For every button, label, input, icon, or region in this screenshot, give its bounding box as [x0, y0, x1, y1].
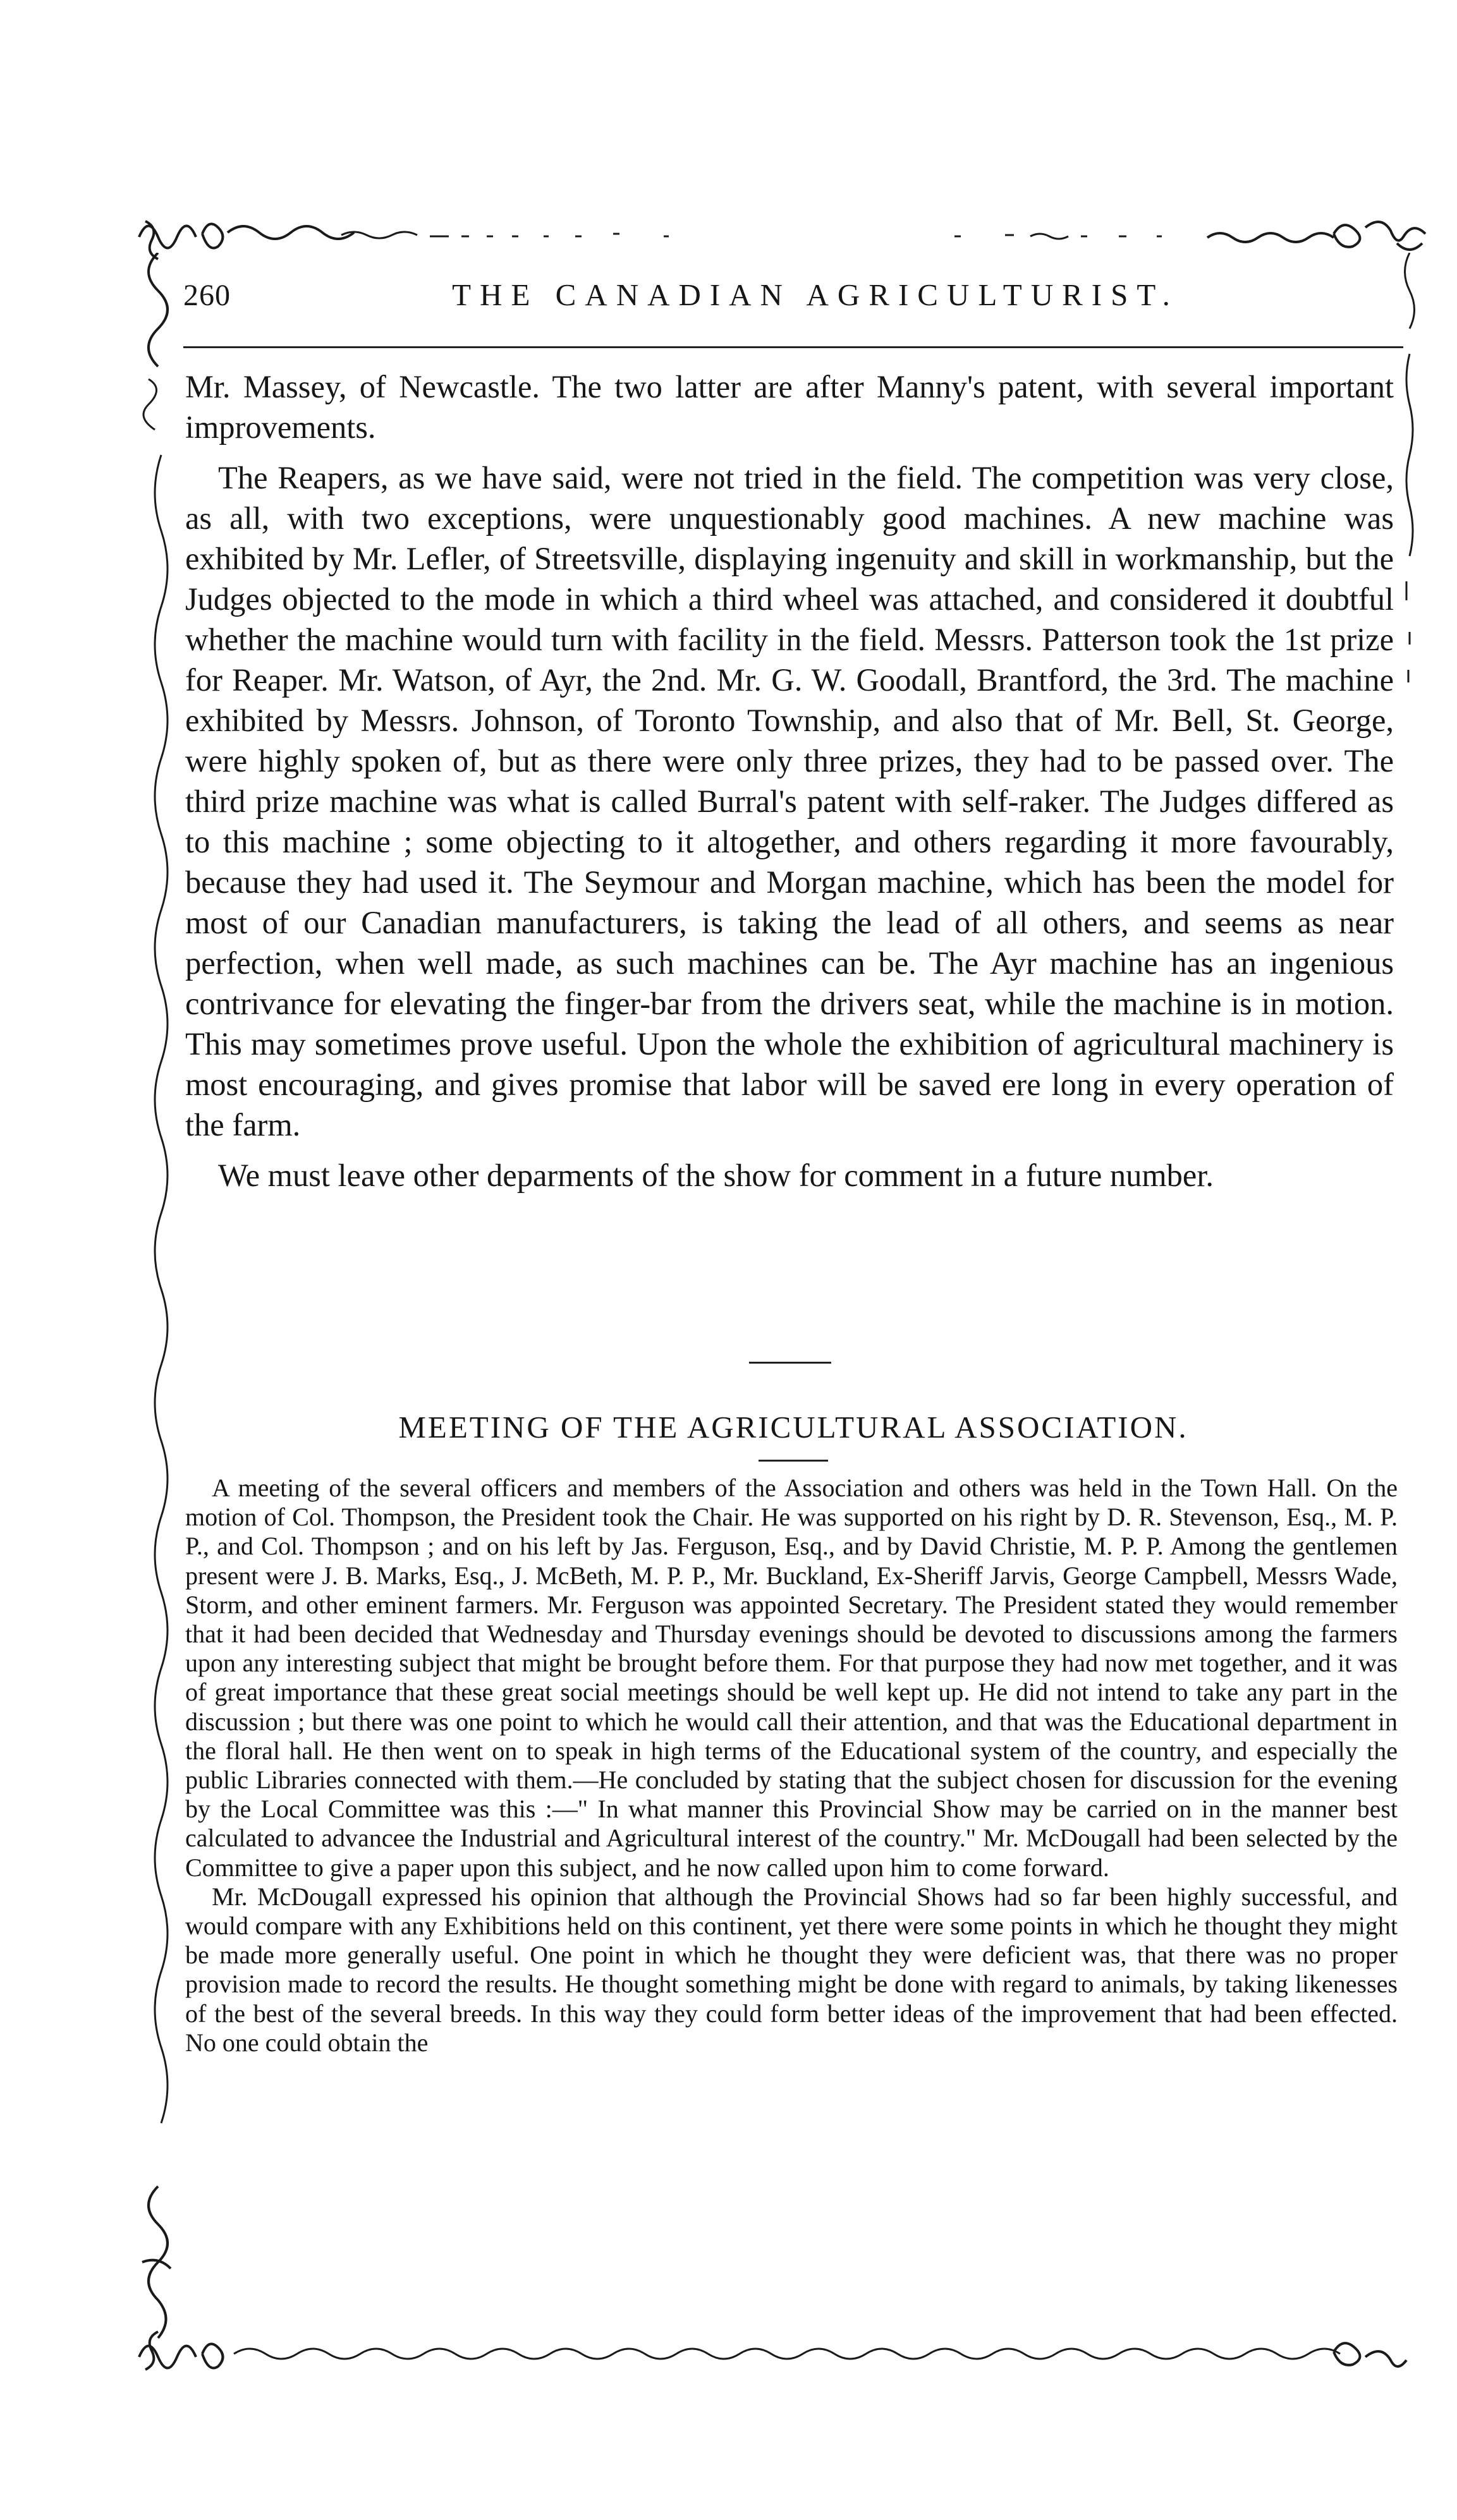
ornamental-border-top: [133, 209, 1435, 265]
article-continued: [185, 366, 1394, 1206]
section-title: MEETING OF THE AGRICULTURAL ASSOCIATION.: [398, 1410, 1188, 1445]
paragraph: The Reapers, as we have said, were not tried in the field. The competition was very close, as all, with two exceptions, were unquestionably good machines. A new machine was exhibited by Mr. Lefler, of Streetsville, displaying ingenuity and skill in workmanship, but the Judges objected to the mode in which a third wheel was attached, and considered it doubtful whether the machine would turn with facility in the field. Messrs. Patterson took the 1st prize for Reaper. Mr. Watson, of Ayr, the 2nd. Mr. G. W. Goodall, Brantford, the 3rd. The machine exhibited by Messrs. Johnson, of Toronto Township, and also that of Mr. Bell, St. George, were highly spoken of, but as there were only three prizes, they had to be passed over. The third prize machine was what is called Burral's patent with self-raker. The Judges differed as to this machine ; some objecting to it altogether, and others regarding it more favourably, because they had used it. The Seymour and Morgan machine, which has been the model for most of our Canadian manufacturers, is taking the lead of all others, and seems as near perfection, when well made, as such machines can be. The Ayr machine has an ingenious contrivance for elevating the finger-bar from the drivers seat, while the machine is in motion. This may sometimes prove useful. Upon the whole the exhibition of agricultural machinery is most encouraging, and gives promise that labor will be saved ere long in every operation of the farm.: [185, 460, 1394, 1142]
ornamental-border-bottom: [133, 2325, 1422, 2382]
running-title: THE CANADIAN AGRICULTURIST.: [452, 277, 1179, 312]
header-rule: [183, 346, 1403, 348]
section-separator: [749, 1362, 831, 1364]
paragraph: Mr. Massey, of Newcastle. The two latter are after Manny's patent, with several important improvements.: [185, 369, 1394, 445]
paragraph: We must leave other deparments of the show for comment in a future number.: [218, 1158, 1214, 1193]
title-rule: [759, 1460, 828, 1462]
ornamental-border-left: [130, 253, 186, 2351]
section-body: [185, 1474, 1398, 2057]
paragraph: Mr. McDougall expressed his opinion that although the Provincial Shows had so far been highly successful, and would compare with any Exhibitions held on this continent, yet there were some points in which he thought they might be made more generally useful. One point in which he thought they were deficient was, that there was no proper provision made to record the results. He thought something might be done with regard to animals, by taking likenesses of the best of the several breeds. In this way they could form better ideas of the improvement that had been effected. No one could obtain the: [185, 1882, 1398, 2057]
page-number: 260: [183, 279, 231, 312]
paragraph: A meeting of the several officers and members of the Association and others was held in the Town Hall. On the motion of Col. Thompson, the President took the Chair. He was supported on his right by D. R. Stevenson, Esq., M. P. P., and Col. Thompson ; and on his left by Jas. Ferguson, Esq., and by David Christie, M. P. P. Among the gentlemen present were J. B. Marks, Esq., J. McBeth, M. P. P., Mr. Buckland, Ex-Sheriff Jarvis, George Campbell, Messrs Wade, Storm, and other eminent farmers. Mr. Ferguson was appointed Secretary. The President stated they would remember that it had been decided that Wednesday and Thursday evenings should be devoted to discussions among the farmers upon any interesting subject that might be brought before them. For that purpose they had now met together, and it was of great importance that these great social meetings should be well kept up. He did not intend to take any part in the discussion ; but there was one point to which he would call their attention, and that was the Educational department in the floral hall. He then went on to speak in high terms of the Educational system of the country, and especially the public Libraries connected with them.—He concluded by stating that the subject chosen for discussion for the evening by the Local Committee was this :—" In what manner this Provincial Show may be carried on in the manner best calculated to advancee the Industrial and Agricultural interest of the country." Mr. McDougall had been selected by the Committee to give a paper upon this subject, and he now called upon him to come forward.: [185, 1474, 1398, 1882]
